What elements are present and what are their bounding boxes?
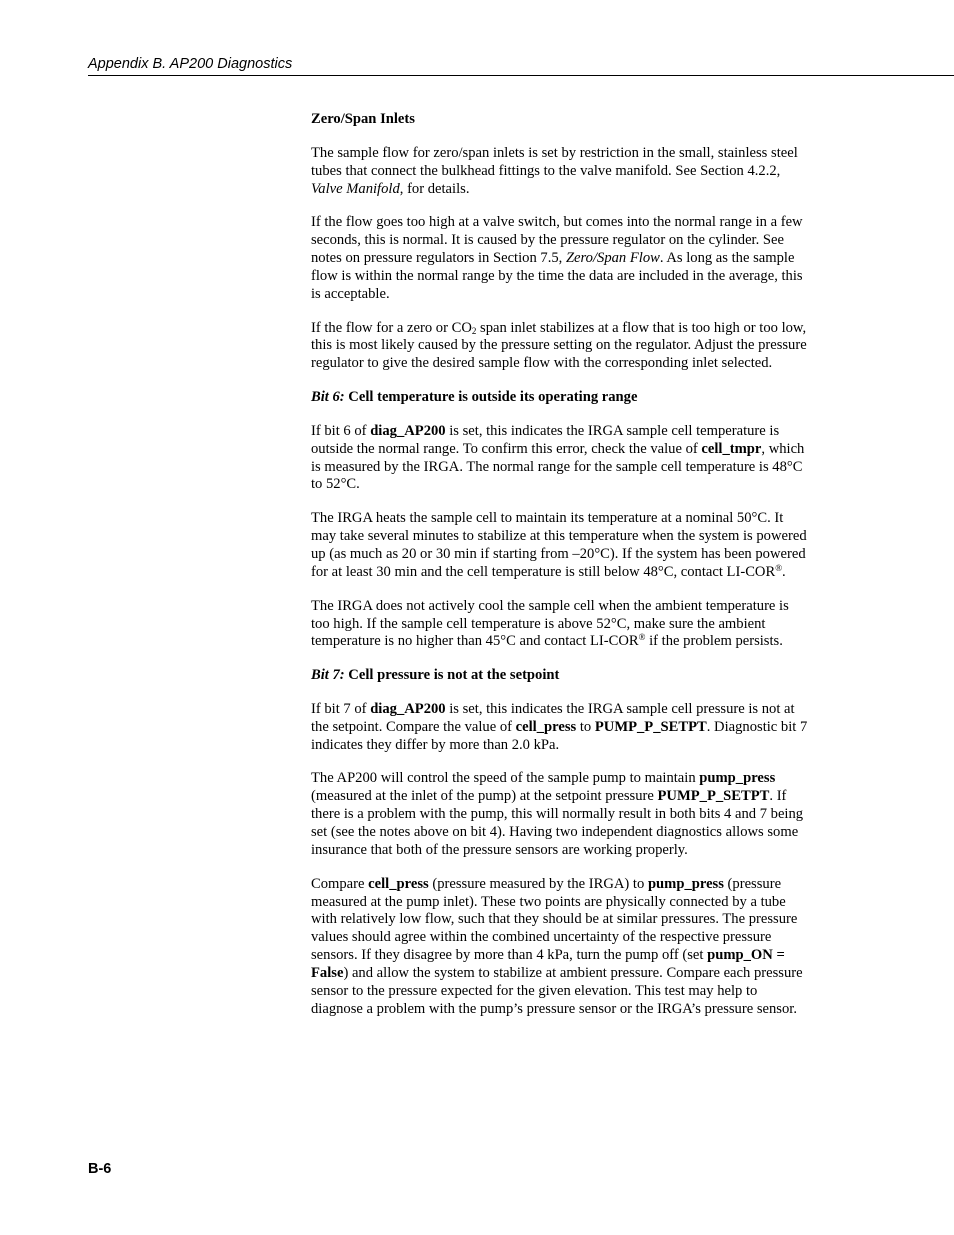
variable-name: cell_tmpr — [701, 440, 762, 457]
text-run: The IRGA heats the sample cell to maintain its temperature at a nominal 50°C. It may take several minutes to stabilize at this temperature when the system is powered up (as much as 20 or 30 min if starting from –20°C). If the system has been powered for at least 30 min and the cell temperature is still below 48°C, contact LI-COR — [311, 510, 807, 580]
text-run: , for details. — [399, 180, 470, 197]
text-run: . If there is a problem with the pump, this will normally result in both bits 4 and 7 being set (see the notes above on bit 4). Having two independent diagnostics allows some insurance that both of the pressure sensors are working properly. — [311, 788, 804, 858]
text-run: . Diagnostic bit 7 indicates they differ by more than 2.0 kPa. — [311, 718, 808, 753]
variable-name: pump_press — [647, 875, 724, 892]
text-run: (pressure measured at the pump inlet). These two points are physically connected by a tube with relatively low flow, such that they should be at similar pressures. The pressure values should agree within the combined uncertainty of the respective pressure sensors. If they disagree by more than 4 kPa, turn the pump off (set — [311, 875, 798, 964]
text-run: If bit 6 of — [311, 422, 371, 439]
text-run: is set, this indicates the IRGA sample cell temperature is outside the normal range. To confirm this error, check the value of — [311, 422, 780, 457]
bit6-paragraph-1 — [311, 423, 811, 495]
running-header: Appendix B. AP200 Diagnostics — [88, 55, 954, 76]
text-run: . — [782, 563, 786, 580]
text-run: Compare — [311, 875, 369, 892]
text-run: (pressure measured by the IRGA) to — [428, 875, 648, 892]
text-run: If the flow for a zero or CO — [311, 319, 472, 336]
text-run: , which is measured by the IRGA. The normal range for the sample cell temperature is 48°C to 52°C. — [311, 440, 805, 493]
text-run: If the flow goes too high at a valve switch, but comes into the normal range in a few seconds, this is normal. It is caused by the pressure regulator on the cylinder. See notes on pressure regulators in Section 7.5, — [311, 214, 803, 267]
text-run: The sample flow for zero/span inlets is set by restriction in the small, stainless steel tubes that connect the bulkhead fittings to the valve manifold. See Section 4.2.2, — [311, 144, 798, 179]
bit7-paragraph-1 — [311, 701, 811, 755]
page-number: B-6 — [88, 1161, 112, 1177]
text-run: if the problem persists. — [645, 633, 783, 650]
bit6-label: Bit 6: — [311, 389, 345, 406]
zero-span-paragraph-1 — [311, 145, 811, 199]
text-run: If bit 7 of — [311, 700, 371, 717]
zero-span-heading: Zero/Span Inlets — [311, 111, 415, 127]
text-run: is set, this indicates the IRGA sample cell pressure is not at the setpoint. Compare the value of — [311, 700, 795, 735]
bit7-label: Bit 7: — [311, 667, 345, 684]
text-run: . As long as the sample flow is within the normal range by the time the data are included in the average, this is acceptable. — [311, 250, 803, 302]
variable-name: cell_press — [515, 718, 577, 735]
bit7-title: Cell pressure is not at the setpoint — [344, 667, 560, 684]
variable-name: diag_AP200 — [370, 422, 446, 439]
text-run: The AP200 will control the speed of the sample pump to maintain — [311, 770, 700, 787]
subscript: 2 — [471, 325, 477, 336]
text-run: The IRGA does not actively cool the sample cell when the ambient temperature is too high. If the sample cell temperature is above 52°C, make sure the ambient temperature is no higher than 45°C and contact LI-COR — [311, 597, 789, 650]
variable-name: diag_AP200 — [370, 700, 446, 717]
section-reference: Zero/Span Flow — [565, 250, 660, 267]
text-run: (measured at the inlet of the pump) at the setpoint pressure — [311, 788, 658, 805]
registered-mark: ® — [775, 562, 783, 573]
bit6-paragraph-3 — [311, 598, 811, 652]
bit7-paragraph-2 — [311, 770, 811, 860]
text-run: to — [576, 718, 595, 735]
section-reference: Valve Manifold — [311, 180, 400, 197]
variable-name: pump_press — [699, 770, 776, 787]
bit6-paragraph-2 — [311, 510, 811, 582]
main-content — [311, 111, 811, 1035]
text-run: span inlet stabilizes at a flow that is too high or too low, this is most likely caused by the pressure setting on the regulator. Adjust the pressure regulator to give the desired sample flow with the corresponding inlet selected. — [311, 319, 807, 372]
variable-name: cell_press — [368, 875, 429, 892]
registered-mark: ® — [638, 632, 646, 643]
bit7-heading — [311, 667, 811, 685]
variable-name: PUMP_P_SETPT — [594, 718, 707, 735]
bit6-heading — [311, 389, 811, 407]
bit6-title: Cell temperature is outside its operating range — [344, 389, 638, 406]
bit7-paragraph-3 — [311, 876, 811, 1019]
variable-name: PUMP_P_SETPT — [657, 788, 770, 805]
text-run: ) and allow the system to stabilize at ambient pressure. Compare each pressure sensor to the pressure expected for the given elevation. This test may help to diagnose a problem with the pump’s pressure sensor or the IRGA’s pressure sensor. — [311, 965, 803, 1018]
zero-span-paragraph-2 — [311, 214, 811, 304]
zero-span-paragraph-3 — [311, 320, 811, 374]
variable-name: pump_ON = False — [311, 947, 785, 982]
